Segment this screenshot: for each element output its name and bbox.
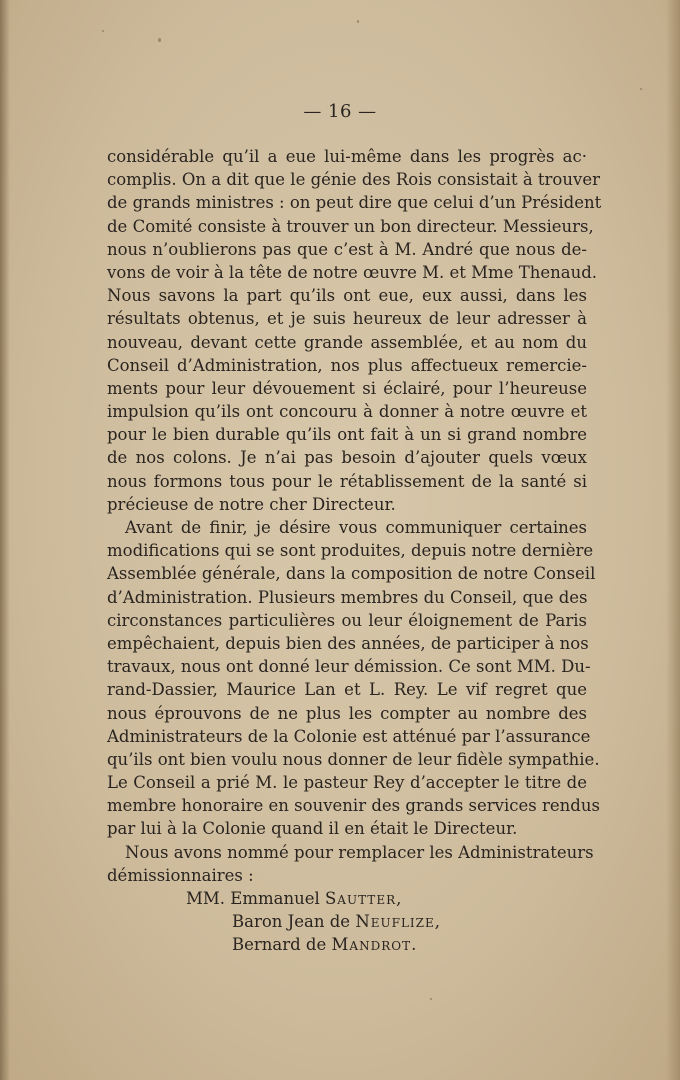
text-line: nous n’oublierons pas que c’est à M. André que nous de- — [107, 239, 587, 259]
text-line: rand-Dassier, Maurice Lan et L. Rey. Le vif regret que — [107, 680, 587, 700]
text-line: précieuse de notre cher Directeur. — [107, 494, 396, 514]
text-line: Assemblée générale, dans la composition de notre Conseil — [107, 564, 596, 584]
signatory-surname: Neuflize, — [355, 912, 442, 932]
text-line: résultats obtenus, et je suis heureux de leur adresser à — [107, 309, 587, 329]
text-line: nous formons tous pour le rétablissement de la santé si — [107, 471, 587, 491]
text-line: circonstances particulières ou leur éloignement de Paris — [107, 610, 587, 630]
text-line: pour le bien durable qu’ils ont fait à un si grand nombre — [107, 425, 587, 445]
text-line: de grands ministres : on peut dire que celui d’un Président — [107, 193, 602, 213]
text-line: Avant de finir, je désire vous communiquer certaines — [125, 518, 587, 537]
text-line: impulsion qu’ils ont concouru à donner à notre œuvre et — [107, 402, 587, 422]
text-line: membre honoraire en souvenir des grands services rendus — [107, 796, 600, 816]
foxing-spot — [640, 88, 642, 90]
text-line: Conseil d’Administration, nos plus affectueux remercie- — [107, 355, 587, 375]
text-line: d’Administration. Plusieurs membres du Conseil, que des — [107, 587, 588, 607]
page-edge-left — [0, 0, 10, 1080]
signatory-prefix: Bernard de — [232, 935, 332, 955]
text-line: par lui à la Colonie quand il en était le Directeur. — [107, 819, 518, 839]
text-line: travaux, nous ont donné leur démission. Ce sont MM. Du- — [107, 657, 591, 677]
page-edge-right — [666, 0, 680, 1080]
text-line: modifications qui se sont produites, depuis notre dernière — [107, 541, 594, 561]
body-text — [107, 145, 602, 957]
signatory-prefix: Baron Jean de — [232, 912, 356, 932]
signatory-prefix: MM. Emmanuel — [186, 889, 325, 908]
foxing-spot — [102, 30, 104, 32]
text-line: vons de voir à la tête de notre œuvre M. et Mme Thenaud. — [107, 262, 597, 282]
signatory-surname: Mandrot. — [331, 935, 418, 955]
signatory-line — [107, 933, 587, 956]
signatory-surname: Sautter, — [325, 889, 403, 908]
text-line: nous éprouvons de ne plus les compter au nombre des — [107, 703, 587, 723]
text-line: qu’ils ont bien voulu nous donner de leur fidèle sympathie. — [107, 749, 600, 769]
text-line: de nos colons. Je n’ai pas besoin d’ajouter quels vœux — [107, 448, 587, 468]
text-line: complis. On a dit que le génie des Rois consistait à trouver — [107, 170, 600, 190]
text-line: Le Conseil a prié M. le pasteur Rey d’accepter le titre de — [107, 773, 587, 793]
foxing-spot — [158, 38, 161, 42]
text-line: nouveau, devant cette grande assemblée, et au nom du — [107, 332, 587, 352]
foxing-spot — [430, 998, 432, 1000]
text-line: Administrateurs de la Colonie est atténué par l’assurance — [107, 726, 591, 746]
text-line: ments pour leur dévouement si éclairé, pour l’heureuse — [107, 378, 587, 398]
text-line: Nous avons nommé pour remplacer les Administrateurs — [125, 842, 594, 862]
signatory-line — [107, 887, 587, 910]
text-line: de Comité consiste à trouver un bon directeur. Messieurs, — [107, 216, 594, 236]
page-number: — 16 — — [303, 101, 377, 122]
text-line: démissionnaires : — [107, 865, 254, 885]
foxing-spot — [357, 20, 359, 23]
text-line: Nous savons la part qu’ils ont eue, eux aussi, dans les — [107, 286, 587, 306]
signatory-line — [107, 910, 587, 933]
text-line: considérable qu’il a eue lui-même dans les progrès ac· — [107, 147, 587, 166]
text-line: empêchaient, depuis bien des années, de participer à nos — [107, 633, 589, 653]
